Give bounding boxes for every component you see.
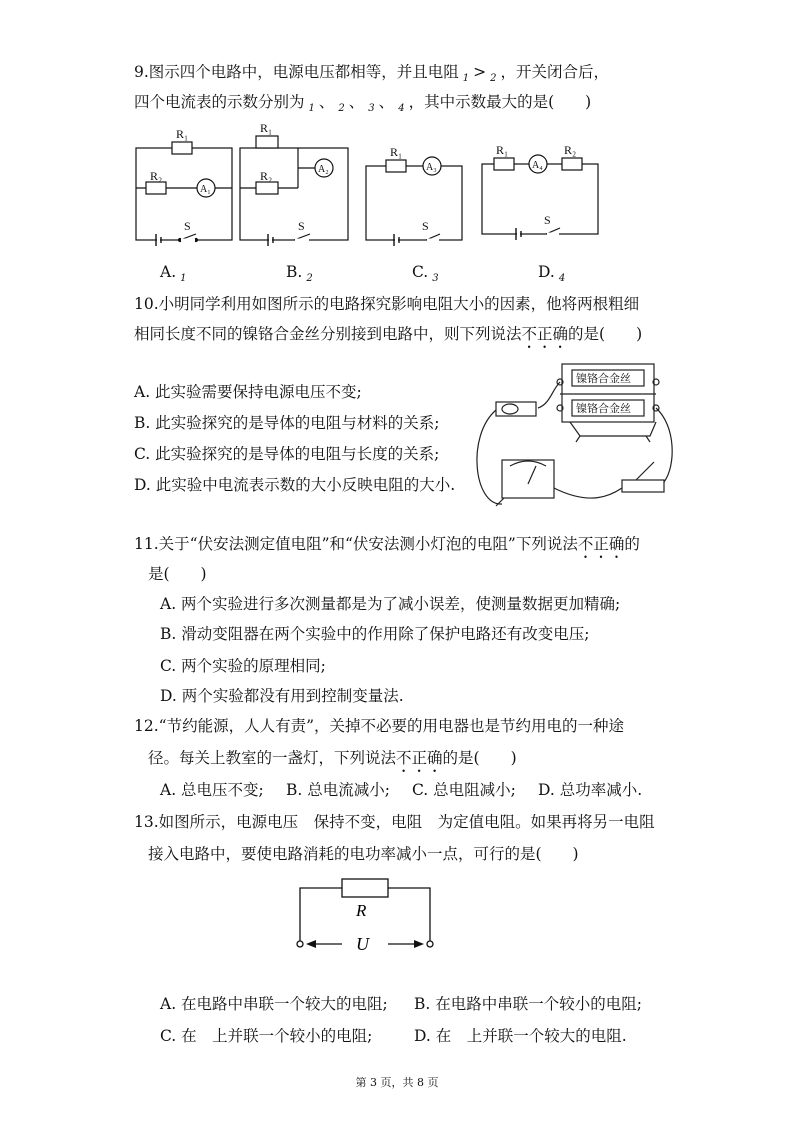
q12-option-d[interactable]: D. 总功率减小.: [538, 781, 643, 799]
c1-a1-label: A₁: [200, 184, 211, 195]
q12-option-a[interactable]: A. 总电压不变;: [160, 781, 264, 799]
q12-option-c[interactable]: C. 总电阻减小;: [412, 781, 516, 799]
fig-r-label: R: [356, 901, 367, 920]
q12-option-b[interactable]: B. 总电流减小;: [286, 781, 390, 799]
q13-line1: 13.如图所示，电源电压 保持不变，电阻 为定值电阻。如果再将另一电阻: [134, 813, 655, 831]
q13-option-a[interactable]: A. 在电路中串联一个较大的电阻;: [160, 995, 388, 1013]
wire-label-top: 镍铬合金丝: [576, 373, 631, 385]
q9-circuits: [128, 118, 608, 250]
q10-option-b[interactable]: B. 此实验探究的是导体的电阻与材料的关系;: [134, 414, 440, 432]
c2-a2-label: A₂: [318, 164, 329, 175]
c1-s-label: S: [184, 219, 191, 233]
c4-r1-label: R₁: [496, 143, 509, 157]
q13-circuit-figure: [290, 874, 440, 956]
q10-option-a[interactable]: A. 此实验需要保持电源电压不变;: [134, 383, 362, 401]
c1-r1-label: R₁: [176, 127, 189, 141]
q9-option-b[interactable]: B. $_2$: [286, 263, 313, 284]
q12-line2: 径。每关上教室的一盏灯，下列说法不正确的是( ): [148, 749, 517, 767]
c4-a4-label: A₄: [532, 160, 543, 171]
q9-option-d[interactable]: D. $_4$: [538, 263, 566, 284]
q10-option-c[interactable]: C. 此实验探究的是导体的电阻与长度的关系;: [134, 445, 440, 463]
q11-option-c[interactable]: C. 两个实验的原理相同;: [160, 657, 326, 675]
q11-line1: 11.关于“伏安法测定值电阻”和“伏安法测小灯泡的电阻”下列说法不正确的: [134, 535, 640, 553]
q9-line2: 四个电流表的示数分别为 $_1$ 、 $_2$ 、 $_3$ 、 $_4$ ，其中示数最大的是( ): [134, 93, 592, 114]
q11-option-d[interactable]: D. 两个实验都没有用到控制变量法.: [160, 687, 404, 705]
c2-r2-label: R₂: [260, 169, 273, 183]
page-footer: 第 3 页，共 8 页: [355, 1076, 439, 1089]
c2-r1-label: R₁: [260, 121, 273, 135]
wire-label-bottom: 镍铬合金丝: [576, 403, 631, 415]
q9-option-a[interactable]: A. $_1$: [160, 263, 187, 284]
q10-line2: 相同长度不同的镍铬合金丝分别接到电路中，则下列说法不正确的是( ): [134, 325, 643, 343]
c3-a3-label: A₃: [426, 162, 437, 173]
q12-line1: 12.“节约能源，人人有责”，关掉不必要的用电器也是节约用电的一种途: [134, 717, 625, 735]
q13-line2: 接入电路中，要使电路消耗的电功率减小一点，可行的是( ): [148, 845, 579, 863]
c4-s-label: S: [544, 213, 551, 227]
fig-u-label: U: [356, 934, 369, 954]
q13-option-d[interactable]: D. 在 上并联一个较大的电阻.: [414, 1027, 627, 1045]
c3-r1-label: R₁: [390, 145, 403, 159]
q13-option-c[interactable]: C. 在 上并联一个较小的电阻;: [160, 1027, 373, 1045]
c3-s-label: S: [422, 219, 429, 233]
q9-line1: 9.图示四个电路中，电源电压都相等，并且电阻 $_1$ > $_2$ ，开关闭合后，: [134, 63, 610, 84]
q11-option-a[interactable]: A. 两个实验进行多次测量都是为了减小误差，使测量数据更加精确;: [160, 595, 621, 613]
c2-s-label: S: [298, 219, 305, 233]
q13-option-b[interactable]: B. 在电路中串联一个较小的电阻;: [414, 995, 642, 1013]
q10-apparatus-figure: [470, 356, 680, 516]
q9-option-c[interactable]: C. $_3$: [412, 263, 439, 284]
q10-option-d[interactable]: D. 此实验中电流表示数的大小反映电阻的大小.: [134, 476, 456, 494]
c1-r2-label: R₂: [150, 169, 163, 183]
q10-line1: 10.小明同学利用如图所示的电路探究影响电阻大小的因素，他将两根粗细: [134, 295, 640, 313]
q11-option-b[interactable]: B. 滑动变阻器在两个实验中的作用除了保护电路还有改变电压;: [160, 625, 590, 643]
c4-r2-label: R₂: [564, 143, 577, 157]
q11-line2: 是( ): [148, 565, 207, 583]
